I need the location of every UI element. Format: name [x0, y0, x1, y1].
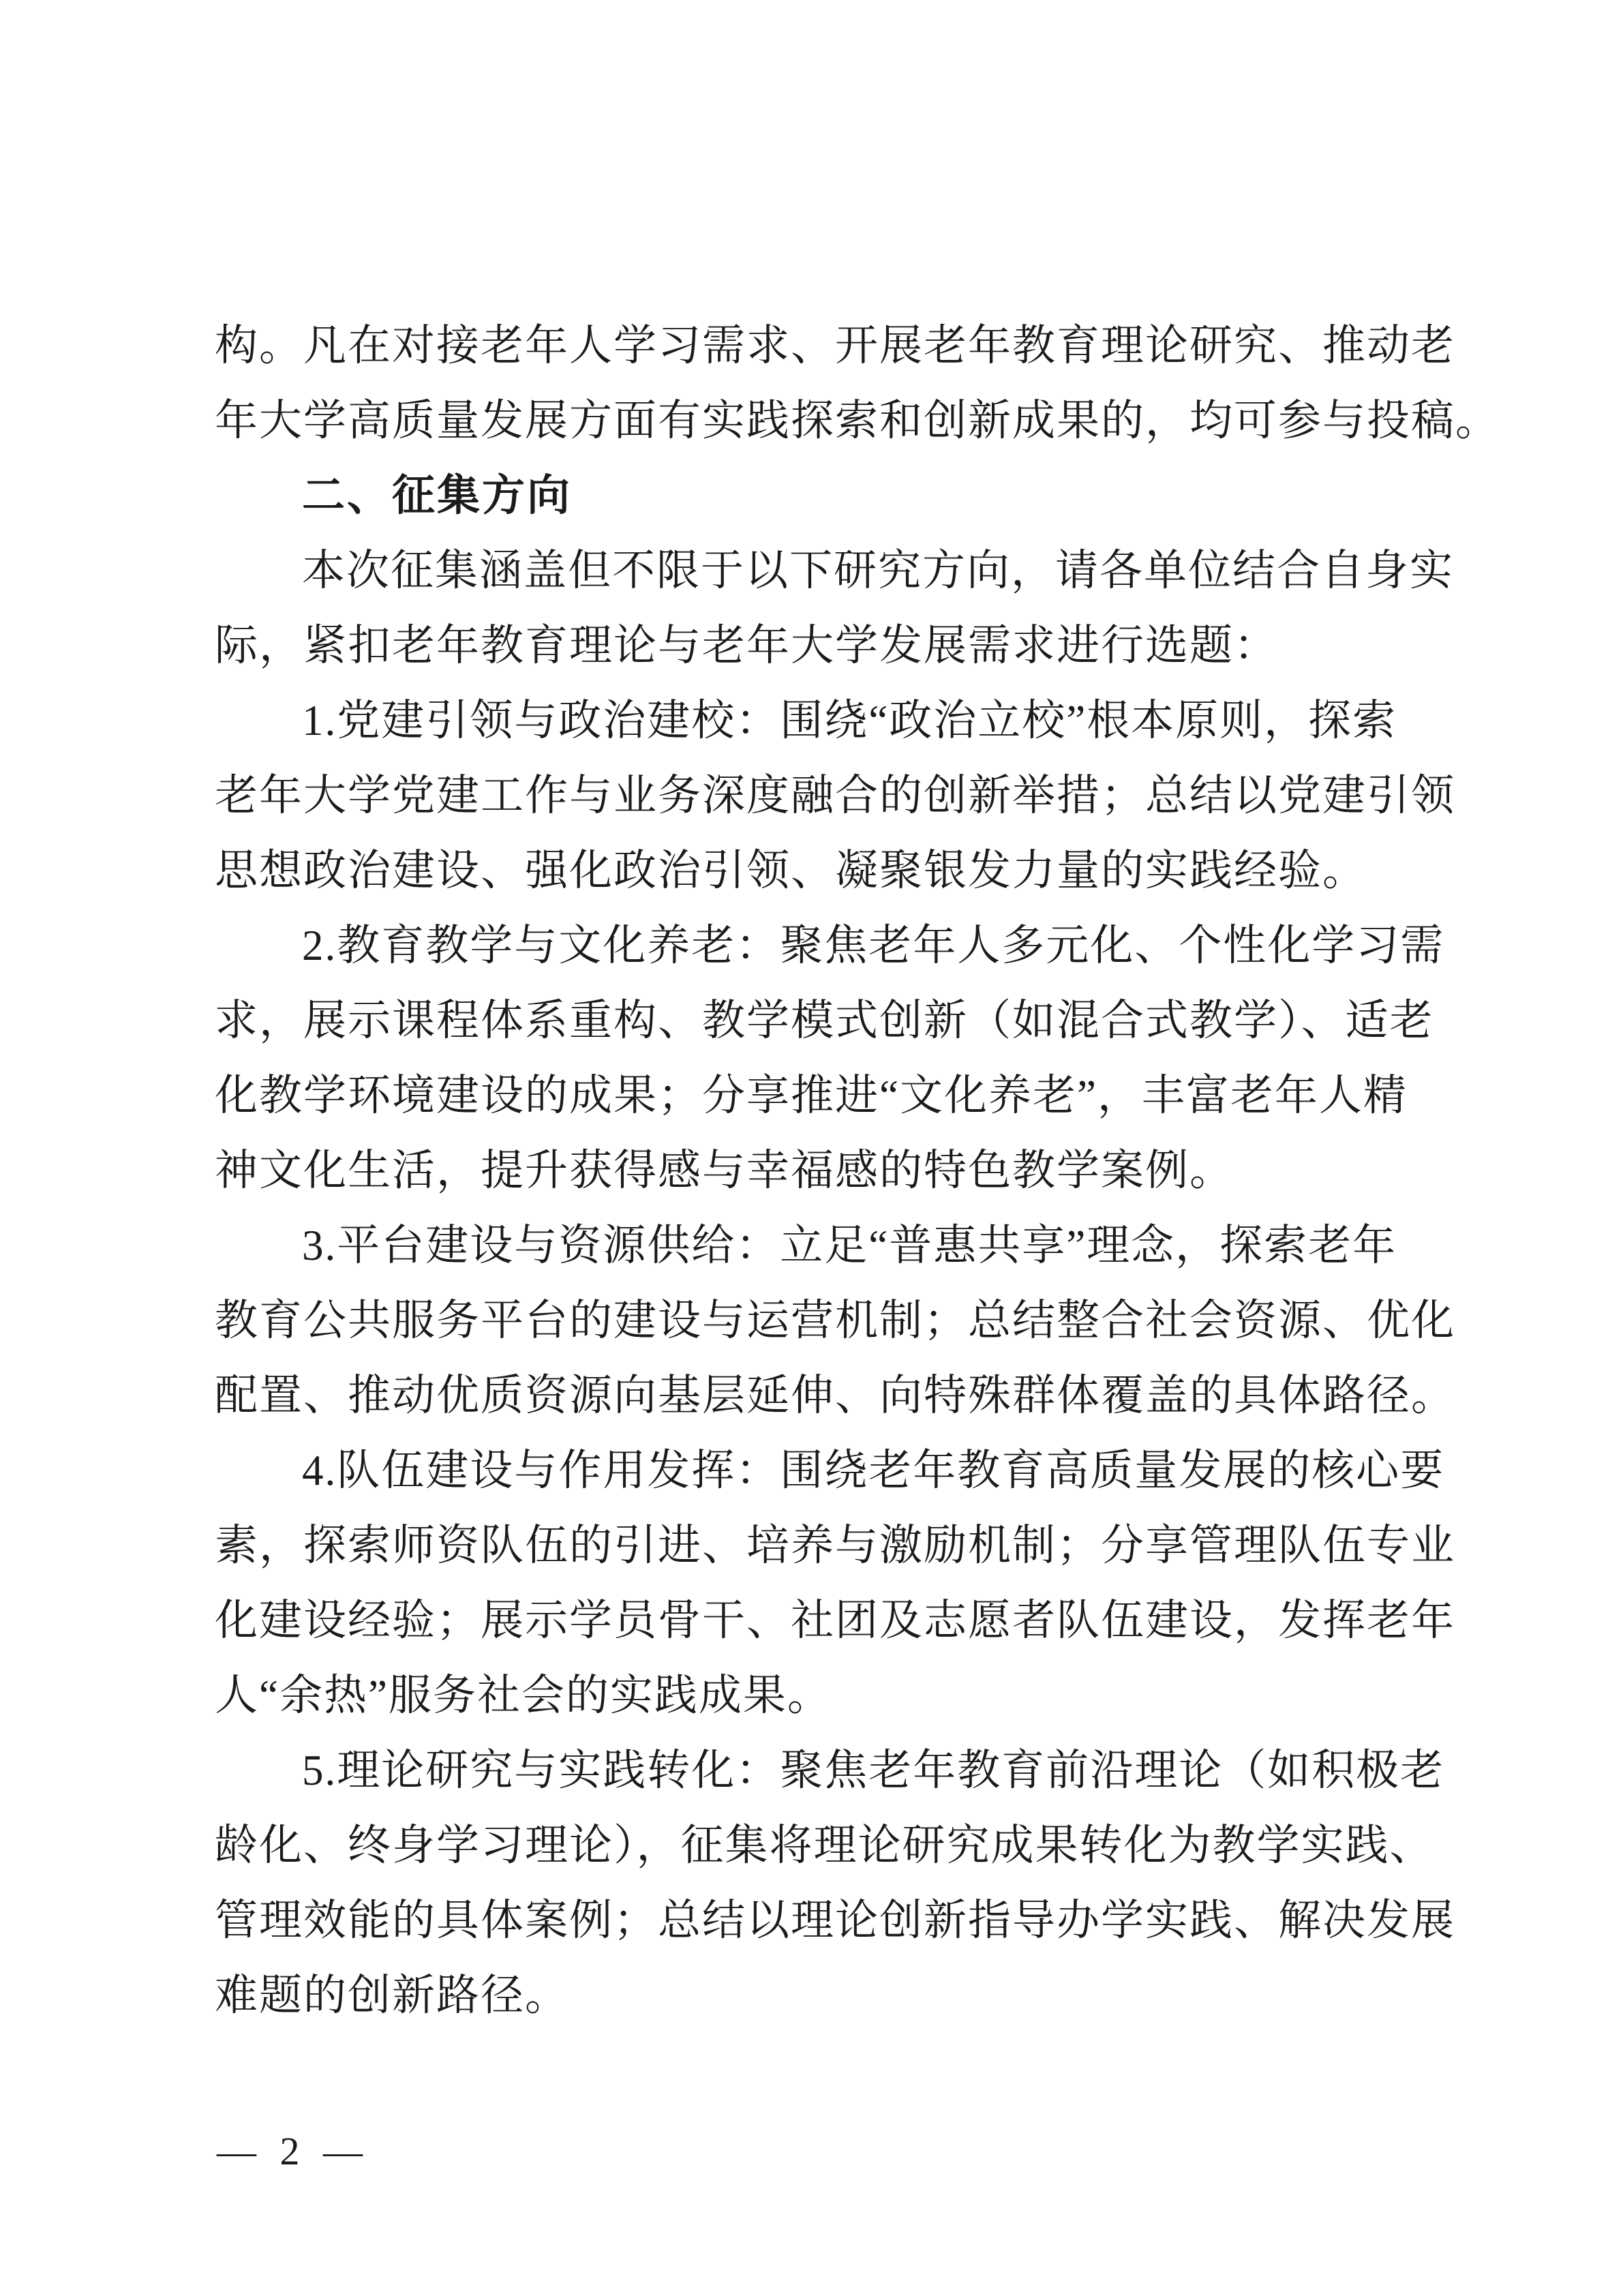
document-body	[215, 308, 1500, 2033]
text-line: 构。凡在对接老年人学习需求、开展老年教育理论研究、推动老	[215, 322, 1455, 369]
text-line: 本次征集涵盖但不限于以下研究方向，请各单位结合自身实	[302, 547, 1454, 594]
text-line: 际，紧扣老年教育理论与老年大学发展需求进行选题：	[215, 622, 1278, 669]
text-line: 素，探索师资队伍的引进、培养与激励机制；分享管理队伍专业	[215, 1522, 1455, 1569]
text-line: 2.教育教学与文化养老：聚焦老年人多元化、个性化学习需	[302, 922, 1445, 969]
text-line: 4.队伍建设与作用发挥：围绕老年教育高质量发展的核心要	[302, 1447, 1445, 1494]
text-line: 3.平台建设与资源供给：立足“普惠共享”理念，探索老年	[302, 1222, 1397, 1269]
text-line: 老年大学党建工作与业务深度融合的创新举措；总结以党建引领	[215, 772, 1455, 819]
text-line: 人“余热”服务社会的实践成果。	[215, 1672, 832, 1719]
text-line: 化教学环境建设的成果；分享推进“文化养老”，丰富老年人精	[215, 1072, 1408, 1119]
text-line: 龄化、终身学习理论），征集将理论研究成果转化为教学实践、	[215, 1822, 1434, 1869]
text-line: 难题的创新路径。	[215, 1972, 569, 2019]
page-number: — 2 —	[217, 2128, 369, 2173]
text-line: 1.党建引领与政治建校：围绕“政治立校”根本原则，探索	[302, 697, 1397, 744]
text-line: 神文化生活，提升获得感与幸福感的特色教学案例。	[215, 1147, 1234, 1194]
text-line: 管理效能的具体案例；总结以理论创新指导办学实践、解决发展	[215, 1897, 1455, 1944]
text-line: 思想政治建设、强化政治引领、凝聚银发力量的实践经验。	[215, 847, 1367, 894]
section-heading: 二、征集方向	[302, 472, 572, 519]
text-line: 配置、推动优质资源向基层延伸、向特殊群体覆盖的具体路径。	[215, 1372, 1455, 1419]
page-footer	[217, 2113, 369, 2188]
text-line: 化建设经验；展示学员骨干、社团及志愿者队伍建设，发挥老年	[215, 1597, 1455, 1644]
text-line: 年大学高质量发展方面有实践探索和创新成果的，均可参与投稿。	[215, 397, 1500, 444]
text-line: 5.理论研究与实践转化：聚焦老年教育前沿理论（如积极老	[302, 1747, 1445, 1794]
text-line: 求，展示课程体系重构、教学模式创新（如混合式教学）、适老	[215, 997, 1434, 1044]
text-line: 教育公共服务平台的建设与运营机制；总结整合社会资源、优化	[215, 1297, 1455, 1344]
